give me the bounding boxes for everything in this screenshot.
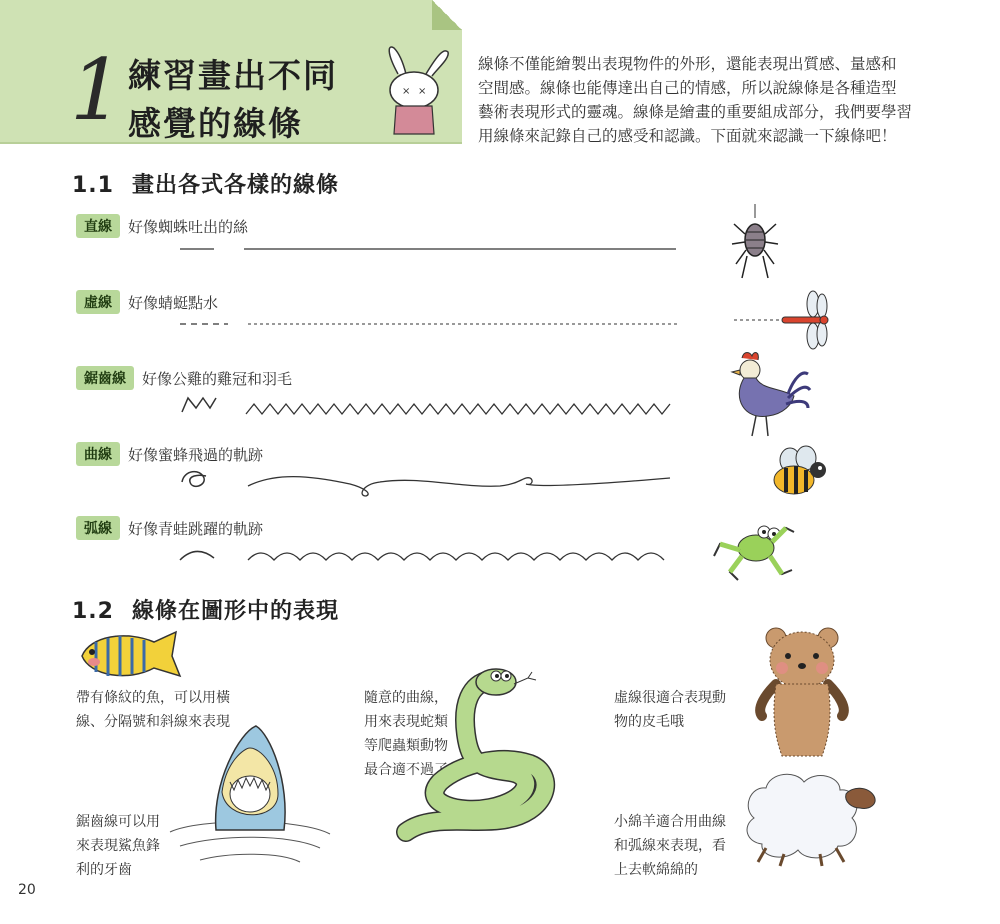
frog-illustration <box>712 518 798 584</box>
bear-caption <box>614 686 726 734</box>
tag-label: 直線 <box>76 214 120 238</box>
intro-line: 空間感。線條也能傳達出自己的情感，所以說線條是各種造型 <box>478 79 897 97</box>
shark-caption <box>76 810 160 882</box>
section-number: 1.1 <box>72 173 114 198</box>
caption-line: 用來表現蛇類 <box>364 714 448 730</box>
shark-illustration <box>160 722 340 872</box>
sheep-caption <box>614 810 726 882</box>
caption-line: 上去軟綿綿的 <box>614 862 698 878</box>
caption-line: 和弧線來表現，看 <box>614 838 726 854</box>
intro-line: 線條不僅能繪製出表現物件的外形，還能表現出質感、量感和 <box>478 55 897 73</box>
section-heading: 線條在圖形中的表現 <box>131 599 339 624</box>
caption-line: 線、分隔號和斜線來表現 <box>76 714 230 730</box>
tag-description: 好像青蛙跳躍的軌跡 <box>128 519 264 538</box>
chapter-title-line1: 練習畫出不同 <box>128 56 338 95</box>
tag-description: 好像蜘蛛吐出的絲 <box>128 217 249 236</box>
caption-line: 利的牙齒 <box>76 862 132 878</box>
tag-description: 好像蜜蜂飛過的軌跡 <box>128 445 264 464</box>
tag-label: 鋸齒線 <box>76 366 134 390</box>
tag-label: 虛線 <box>76 290 120 314</box>
section-number: 1.2 <box>72 599 114 624</box>
section-title-2 <box>72 594 339 625</box>
caption-line: 鋸齒線可以用 <box>76 814 160 830</box>
intro-line: 用線條來記錄自己的感受和認識。下面就來認識一下線條吧！ <box>478 127 897 145</box>
caption-line: 帶有條紋的魚，可以用橫 <box>76 690 230 706</box>
fish-illustration <box>76 628 186 682</box>
svg-text:×: × <box>402 86 411 97</box>
caption-line: 最合適不過了 <box>364 762 448 778</box>
tag-description: 好像蜻蜓點水 <box>128 293 219 312</box>
page-number: 20 <box>18 882 36 898</box>
chapter-title-line2: 感覺的線條 <box>128 104 303 143</box>
caption-line: 隨意的曲線， <box>364 690 448 706</box>
caption-line: 物的皮毛哦 <box>614 714 684 730</box>
snake-illustration <box>400 664 570 844</box>
sheep-illustration <box>736 768 880 868</box>
chapter-number: 1 <box>70 41 124 139</box>
intro-line: 藝術表現形式的靈魂。線條是繪畫的重要組成部分，我們要學習 <box>478 103 913 121</box>
caption-line: 來表現鯊魚鋒 <box>76 838 160 854</box>
tag-description: 好像公雞的雞冠和羽毛 <box>142 369 293 388</box>
section-heading: 畫出各式各樣的線條 <box>131 173 339 198</box>
caption-line: 等爬蟲類動物 <box>364 738 448 754</box>
svg-text:×: × <box>418 86 427 97</box>
bear-illustration <box>752 624 852 764</box>
caption-line: 小綿羊適合用曲線 <box>614 814 726 830</box>
tag-label: 弧線 <box>76 516 120 540</box>
caption-line: 虛線很適合表現動 <box>614 690 726 706</box>
tag-label: 曲線 <box>76 442 120 466</box>
